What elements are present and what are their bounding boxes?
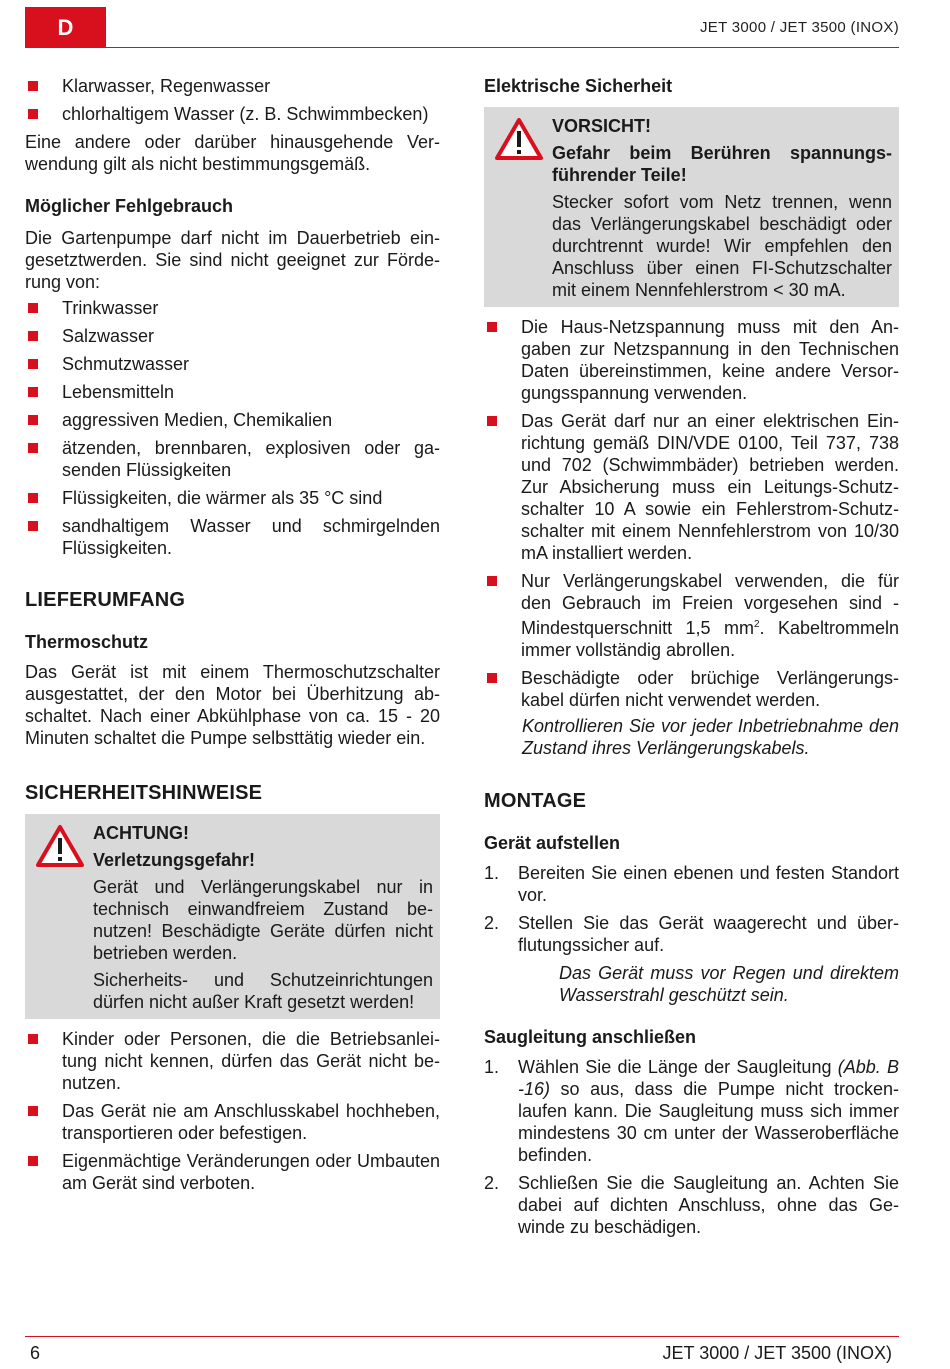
list-item: Nur Verlängerungskabel verwenden, die für den Gebrauch im Freien vorgesehen sind - Mindestquerschnitt 1,5 $mm^2$. Kabeltrommeln immer vollständig abrollen. (484, 570, 899, 661)
header-title: JET 3000 / JET 3500 (INOX) (700, 19, 899, 36)
caution-text: Stecker sofort vom Netz trennen, wenn das Verlängerungskabel beschädigt oder durchtrennt wurde! Wir empfehlen den Anschluss über einen FI-Schutzschalter mit einem Nennfehlerstrom < 30 mA. (552, 192, 892, 300)
list-item: chlorhaltigem Wasser (z. B. Schwimmbecken) (25, 103, 440, 125)
red-square-bullet-icon (28, 1106, 38, 1116)
electrical-list (484, 316, 899, 711)
electrical-safety-heading: Elektrische Sicherheit (484, 76, 673, 96)
misuse-heading: Möglicher Fehlgebrauch (25, 196, 234, 216)
scope-heading: LIEFERUMFANG (25, 589, 186, 611)
warning-text: Sicherheits- und Schutzeinrichtungen dürfen nicht außer Kraft gesetzt werden! (93, 970, 433, 1012)
left-column (25, 75, 440, 1200)
list-item: sandhaltigem Wasser und schmirgelnden Flüssigkeiten. (25, 515, 440, 559)
warning-subtitle: Verletzungsgefahr! (93, 850, 256, 870)
caution-box (484, 107, 899, 307)
red-square-bullet-icon (487, 576, 497, 586)
list-item: Eigenmächtige Veränderungen oder Umbauten am Gerät sind verboten. (25, 1150, 440, 1194)
red-square-bullet-icon (28, 81, 38, 91)
list-item: Flüssigkeiten, die wärmer als 35 °C sind (25, 487, 440, 509)
footer-divider (25, 1336, 899, 1337)
header-divider (106, 47, 899, 48)
warning-triangle-icon (35, 824, 85, 868)
warning-text: Gerät und Verlängerungskabel nur in technisch einwandfreiem Zustand benutzen! Beschädigte Geräte dürfen nicht betrieben werden. (93, 877, 433, 963)
suction-steps (484, 1056, 899, 1238)
warning-title: ACHTUNG! (93, 823, 189, 843)
warning-box (25, 814, 440, 1019)
misuse-text: Die Gartenpumpe darf nicht im Dauerbetrieb eingesetztwerden. Sie sind nicht geeignet zur Förderung von: (25, 228, 440, 292)
list-item: Die Haus-Netzspannung muss mit den Angaben zur Netzspannung in den Technischen Daten übereinstimmen, keine andere Versorgungsspannung verwenden. (484, 316, 899, 404)
red-square-bullet-icon (28, 443, 38, 453)
list-item: Beschädigte oder brüchige Verlängerungskabel dürfen nicht verwendet werden. (484, 667, 899, 711)
red-square-bullet-icon (487, 673, 497, 683)
list-item: 1. Bereiten Sie einen ebenen und festen Standort vor. (484, 863, 899, 905)
safety-heading: SICHERHEITSHINWEISE (25, 782, 263, 804)
right-column (484, 75, 899, 1244)
red-square-bullet-icon (28, 415, 38, 425)
suction-heading: Saugleitung anschließen (484, 1027, 697, 1047)
list-item: 2. Schließen Sie die Saugleitung an. Achten Sie dabei auf dichten Anschluss, ohne das Gewinde zu beschädigen. (484, 1173, 899, 1237)
red-square-bullet-icon (487, 416, 497, 426)
setup-heading: Gerät aufstellen (484, 833, 621, 853)
list-item: 2. Stellen Sie das Gerät waagerecht und überflutungssicher auf. (484, 913, 899, 955)
cable-note: Kontrollieren Sie vor jeder Inbetriebnahme den Zustand ihres Verlängerungskabels. (522, 716, 899, 758)
warning-triangle-icon (494, 117, 544, 161)
safety-list (25, 1028, 440, 1194)
list-item: aggressiven Medien, Chemikalien (25, 409, 440, 431)
page-number: 6 (30, 1343, 41, 1363)
list-item: Klarwasser, Regenwasser (25, 75, 440, 97)
list-item: 1. Wählen Sie die Länge der Saugleitung (Abb. B -16) so aus, dass die Pumpe nicht trockenlaufen kann. Die Saugleitung muss sich immer mindestens 30 cm unter der Wasseroberfläche befinden. (484, 1057, 899, 1165)
list-item: Schmutzwasser (25, 353, 440, 375)
footer-title: JET 3000 / JET 3500 (INOX) (662, 1343, 892, 1363)
thermo-heading: Thermoschutz (25, 632, 149, 652)
caution-subtitle: Gefahr beim Berühren spannungsführender Teile! (552, 143, 892, 185)
setup-note: Das Gerät muss vor Regen und direktem Wasserstrahl geschützt sein. (559, 963, 899, 1005)
red-square-bullet-icon (28, 1156, 38, 1166)
red-square-bullet-icon (28, 493, 38, 503)
mounting-heading: MONTAGE (484, 790, 587, 812)
caution-title: VORSICHT! (552, 116, 651, 136)
red-square-bullet-icon (487, 322, 497, 332)
red-square-bullet-icon (28, 521, 38, 531)
red-square-bullet-icon (28, 109, 38, 119)
usage-note: Eine andere oder darüber hinausgehende Verwendung gilt als nicht bestimmungsgemäß. (25, 132, 440, 174)
list-item: Lebensmitteln (25, 381, 440, 403)
misuse-list (25, 297, 440, 559)
list-item: Das Gerät darf nur an einer elektrischen Einrichtung gemäß DIN/VDE 0100, Teil 737, 738 und 702 (Schwimmbäder) betrieben werden. Zur Absicherung muss ein Leitungs-Schutzschalter 10 A sowie ein Fehlerstrom-Schutzschalter mit einem Nennfehlerstrom von 10/30 mA installiert werden. (484, 410, 899, 564)
list-item: Das Gerät nie am Anschlusskabel hochheben, transportieren oder befestigen. (25, 1100, 440, 1144)
red-square-bullet-icon (28, 387, 38, 397)
language-tab: D (25, 7, 106, 48)
list-item: Salzwasser (25, 325, 440, 347)
list-item: Trinkwasser (25, 297, 440, 319)
usage-list (25, 75, 440, 125)
red-square-bullet-icon (28, 1034, 38, 1044)
list-item: Kinder oder Personen, die die Betriebsanleitung nicht kennen, dürfen das Gerät nicht benutzen. (25, 1028, 440, 1094)
figure-reference: (Abb. B -16) (518, 1057, 899, 1099)
thermo-text: Das Gerät ist mit einem Thermoschutzschalter ausgestattet, der den Motor bei Überhitzung abschaltet. Nach einer Abkühlphase von ca. 15 - 20 Minuten schaltet die Pumpe selbsttätig wieder ein. (25, 662, 440, 748)
red-square-bullet-icon (28, 359, 38, 369)
setup-steps (484, 862, 899, 956)
list-item: ätzenden, brennbaren, explosiven oder gasenden Flüssigkeiten (25, 437, 440, 481)
red-square-bullet-icon (28, 331, 38, 341)
red-square-bullet-icon (28, 303, 38, 313)
